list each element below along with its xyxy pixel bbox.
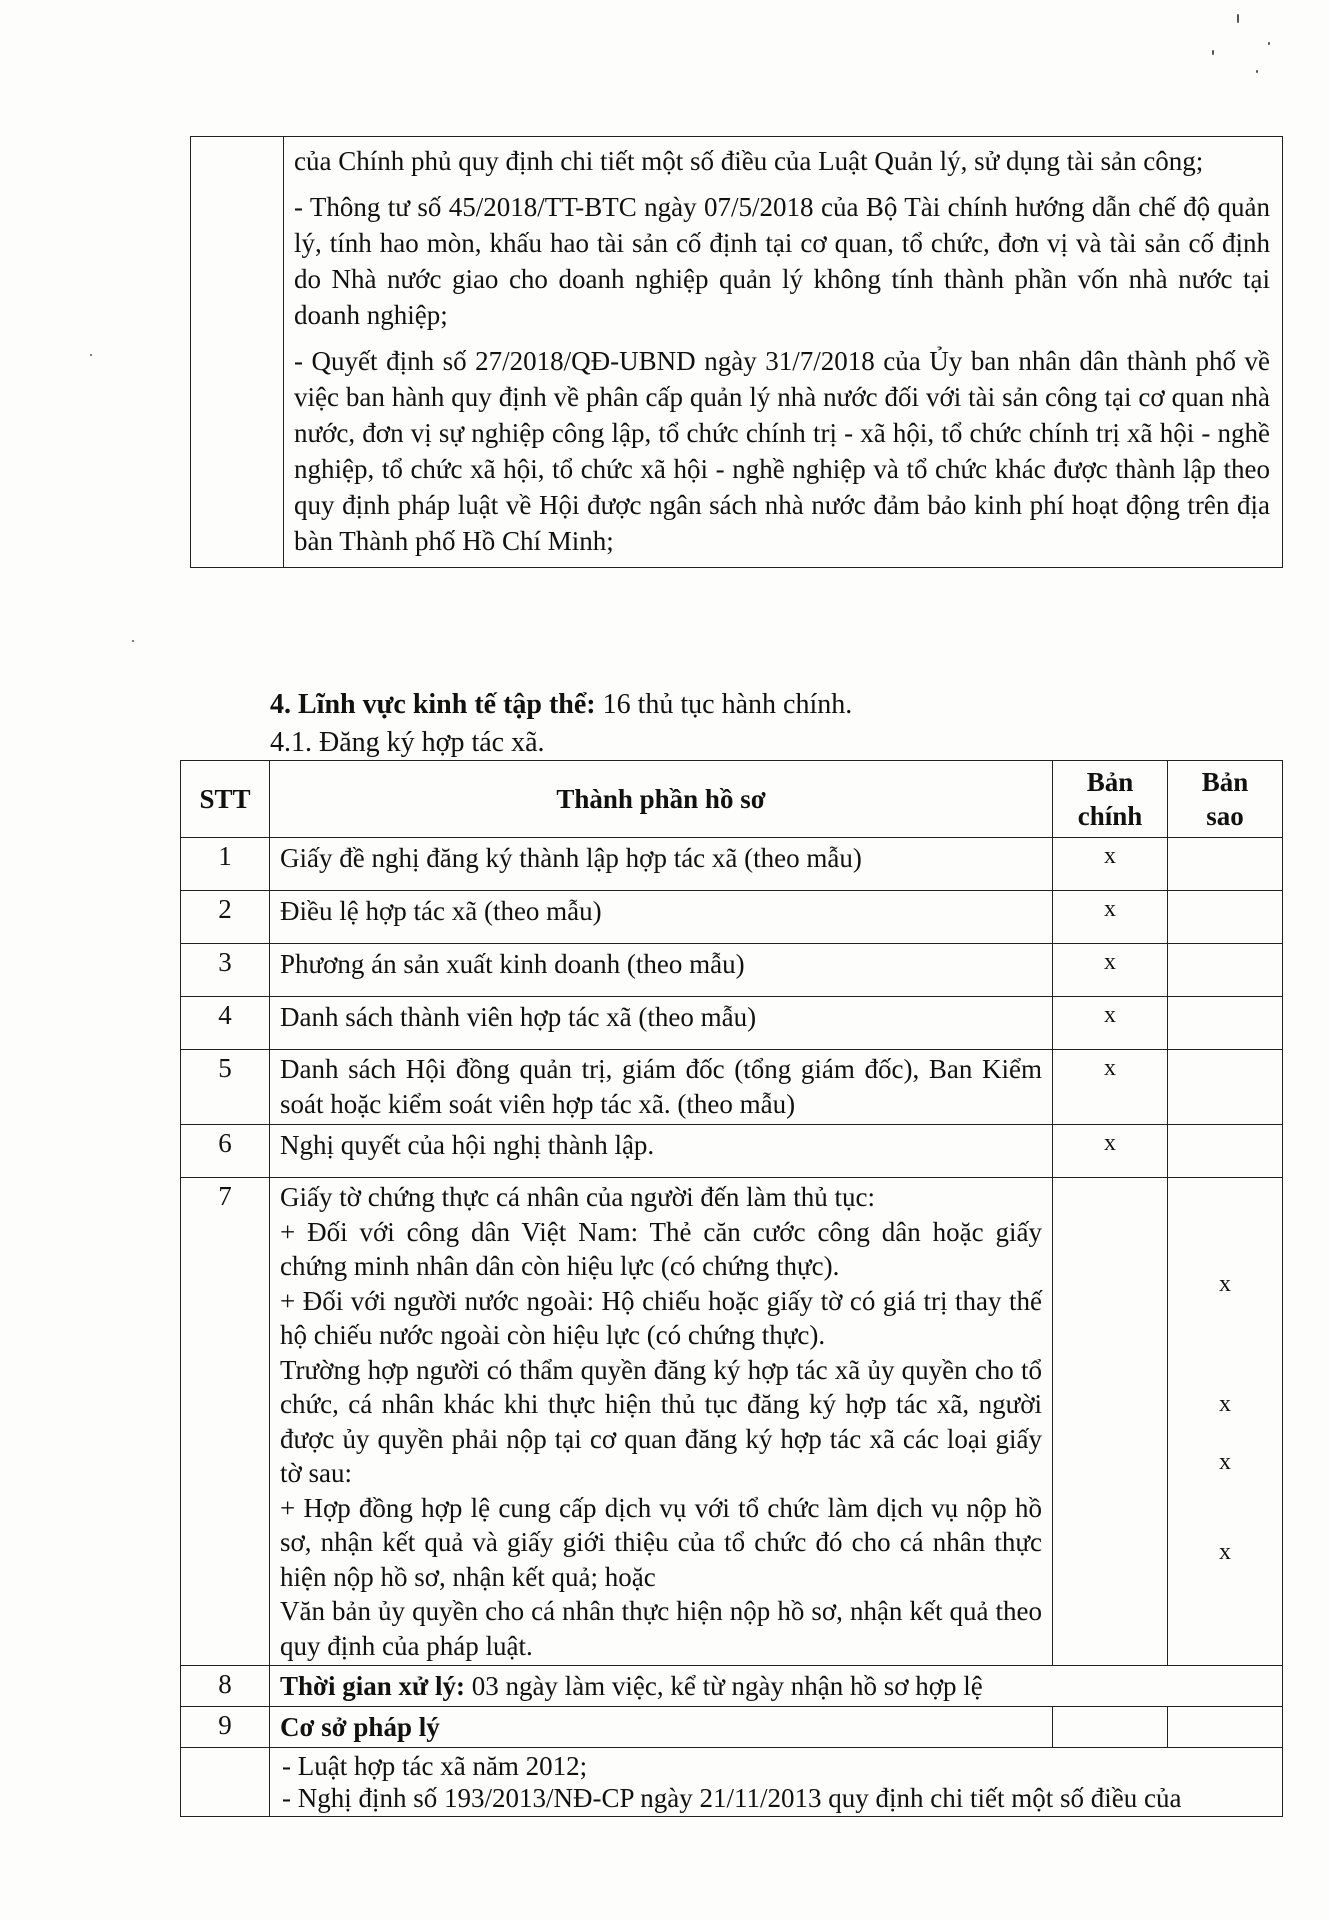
row-description: Nghị quyết của hội nghị thành lập. [270, 1125, 1053, 1178]
copy-mark-empty [1168, 891, 1283, 944]
legal-item: - Luật hợp tác xã năm 2012; [282, 1751, 588, 1781]
section-heading-rest: 16 thủ tục hành chính. [595, 689, 853, 720]
table-header-row [181, 761, 1283, 838]
copy-mark-empty [1168, 997, 1283, 1050]
header-original-line1: Bản [1086, 767, 1134, 797]
row-description: Danh sách Hội đồng quản trị, giám đốc (tổng giám đốc), Ban Kiểm soát hoặc kiểm soát viên hợp tác xã. (theo mẫu) [270, 1050, 1053, 1125]
row-stt: 1 [181, 838, 270, 891]
row7-line: Văn bản ủy quyền cho cá nhân thực hiện nộp hồ sơ, nhận kết quả theo quy định của pháp luật. [280, 1596, 1042, 1661]
original-mark: x [1053, 1125, 1168, 1178]
row-description [270, 1178, 1053, 1666]
row7-line: + Đối với công dân Việt Nam: Thẻ căn cước công dân hoặc giấy chứng minh nhân dân còn hiệu lực (có chứng thực). [280, 1216, 1042, 1281]
continued-legal-basis-table [190, 136, 1283, 568]
original-mark: x [1053, 944, 1168, 997]
header-copy-line2: sao [1206, 801, 1244, 831]
header-original-line2: chính [1077, 801, 1143, 831]
table-row [181, 1178, 1283, 1666]
original-mark-empty [1053, 1178, 1168, 1666]
row-description: Phương án sản xuất kinh doanh (theo mẫu) [270, 944, 1053, 997]
empty-stt-cell [181, 1748, 270, 1817]
original-mark: x [1053, 997, 1168, 1050]
dossier-components-table [180, 760, 1283, 1817]
table-row [181, 1050, 1283, 1125]
original-mark: x [1053, 1050, 1168, 1125]
empty-cell [1053, 1707, 1168, 1748]
original-mark: x [1053, 891, 1168, 944]
row-stt: 3 [181, 944, 270, 997]
table-row [181, 1748, 1283, 1817]
section-heading [270, 688, 852, 722]
header-stt: STT [181, 761, 270, 838]
legal-basis-cell [284, 137, 1283, 568]
table-row [181, 1666, 1283, 1707]
processing-time-text: 03 ngày làm việc, kể từ ngày nhận hồ sơ hợp lệ [464, 1671, 983, 1701]
row7-line: + Hợp đồng hợp lệ cung cấp dịch vụ với tổ chức làm dịch vụ nộp hồ sơ, nhận kết quả và giấy giới thiệu của tổ chức đó cho cá nhân thực hiện nộp hồ sơ, nhận kết quả; hoặc [280, 1492, 1042, 1592]
row-description: Điều lệ hợp tác xã (theo mẫu) [270, 891, 1053, 944]
header-copy-line1: Bản [1201, 767, 1249, 797]
scan-speck [132, 640, 134, 642]
row-description: Danh sách thành viên hợp tác xã (theo mẫu) [270, 997, 1053, 1050]
processing-time-cell [270, 1666, 1283, 1707]
scan-speck [1256, 70, 1258, 73]
copy-mark: x [1219, 1449, 1231, 1475]
row-stt: 8 [181, 1666, 270, 1707]
row-stt: 6 [181, 1125, 270, 1178]
original-mark: x [1053, 838, 1168, 891]
processing-time-label: Thời gian xử lý: [280, 1671, 465, 1701]
row-stt: 4 [181, 997, 270, 1050]
copy-marks-cell [1168, 1178, 1283, 1666]
table-row [181, 838, 1283, 891]
legal-basis-label: Cơ sở pháp lý [270, 1707, 1053, 1748]
row7-line: + Đối với người nước ngoài: Hộ chiếu hoặc giấy tờ có giá trị thay thế hộ chiếu nước ngoài còn hiệu lực (có chứng thực). [280, 1285, 1042, 1350]
header-copy [1168, 761, 1283, 838]
copy-mark: x [1219, 1271, 1231, 1297]
row-stt: 7 [181, 1178, 270, 1666]
legal-basis-list [270, 1748, 1283, 1817]
copy-mark-empty [1168, 944, 1283, 997]
copy-mark: x [1219, 1539, 1231, 1565]
scan-speck [1268, 42, 1270, 45]
section-heading-bold: 4. Lĩnh vực kinh tế tập thể: [270, 689, 596, 720]
row-stt: 9 [181, 1707, 270, 1748]
legal-item: - Nghị định số 193/2013/NĐ-CP ngày 21/11/2013 quy định chi tiết một số điều của [282, 1783, 1182, 1813]
copy-mark-empty [1168, 1050, 1283, 1125]
row7-line: Giấy tờ chứng thực cá nhân của người đến làm thủ tục: [280, 1182, 876, 1212]
legal-paragraph: - Quyết định số 27/2018/QĐ-UBND ngày 31/7/2018 của Ủy ban nhân dân thành phố về việc ban hành quy định về phân cấp quản lý nhà nước đối với tài sản công tại cơ quan nhà nước, đơn vị sự nghiệp công lập, tổ chức chính trị - xã hội, tổ chức chính trị xã hội - nghề nghiệp, tổ chức xã hội, tổ chức xã hội - nghề nghiệp và tổ chức khác được thành lập theo quy định pháp luật về Hội được ngân sách nhà nước đảm bảo kinh phí hoạt động trên địa bàn Thành phố Hồ Chí Minh; [294, 346, 1270, 556]
row-stt: 2 [181, 891, 270, 944]
empty-cell [1168, 1707, 1283, 1748]
scan-speck [1237, 14, 1239, 23]
table-row [181, 1125, 1283, 1178]
empty-stt-cell [191, 137, 284, 568]
header-original [1053, 761, 1168, 838]
table-row [181, 891, 1283, 944]
row-description: Giấy đề nghị đăng ký thành lập hợp tác xã (theo mẫu) [270, 838, 1053, 891]
subsection-heading: 4.1. Đăng ký hợp tác xã. [270, 727, 545, 758]
row7-line: Trường hợp người có thẩm quyền đăng ký hợp tác xã ủy quyền cho tổ chức, cá nhân khác khi thực hiện thủ tục đăng ký hợp tác xã, người được ủy quyền phải nộp tại cơ quan đăng ký hợp tác xã các loại giấy tờ sau: [280, 1354, 1042, 1488]
copy-mark-empty [1168, 1125, 1283, 1178]
header-component: Thành phần hồ sơ [270, 761, 1053, 838]
scan-speck [1212, 50, 1214, 55]
legal-paragraph: của Chính phủ quy định chi tiết một số điều của Luật Quản lý, sử dụng tài sản công; [294, 146, 1204, 176]
table-row [181, 1707, 1283, 1748]
copy-mark-empty [1168, 838, 1283, 891]
legal-paragraph: - Thông tư số 45/2018/TT-BTC ngày 07/5/2018 của Bộ Tài chính hướng dẫn chế độ quản lý, tính hao mòn, khấu hao tài sản cố định tại cơ quan, tổ chức, đơn vị và tài sản cố định do Nhà nước giao cho doanh nghiệp quản lý không tính thành phần vốn nhà nước tại doanh nghiệp; [294, 192, 1270, 330]
scan-speck [90, 354, 92, 356]
copy-mark: x [1219, 1391, 1231, 1417]
table-row [181, 997, 1283, 1050]
table-row [181, 944, 1283, 997]
row-stt: 5 [181, 1050, 270, 1125]
